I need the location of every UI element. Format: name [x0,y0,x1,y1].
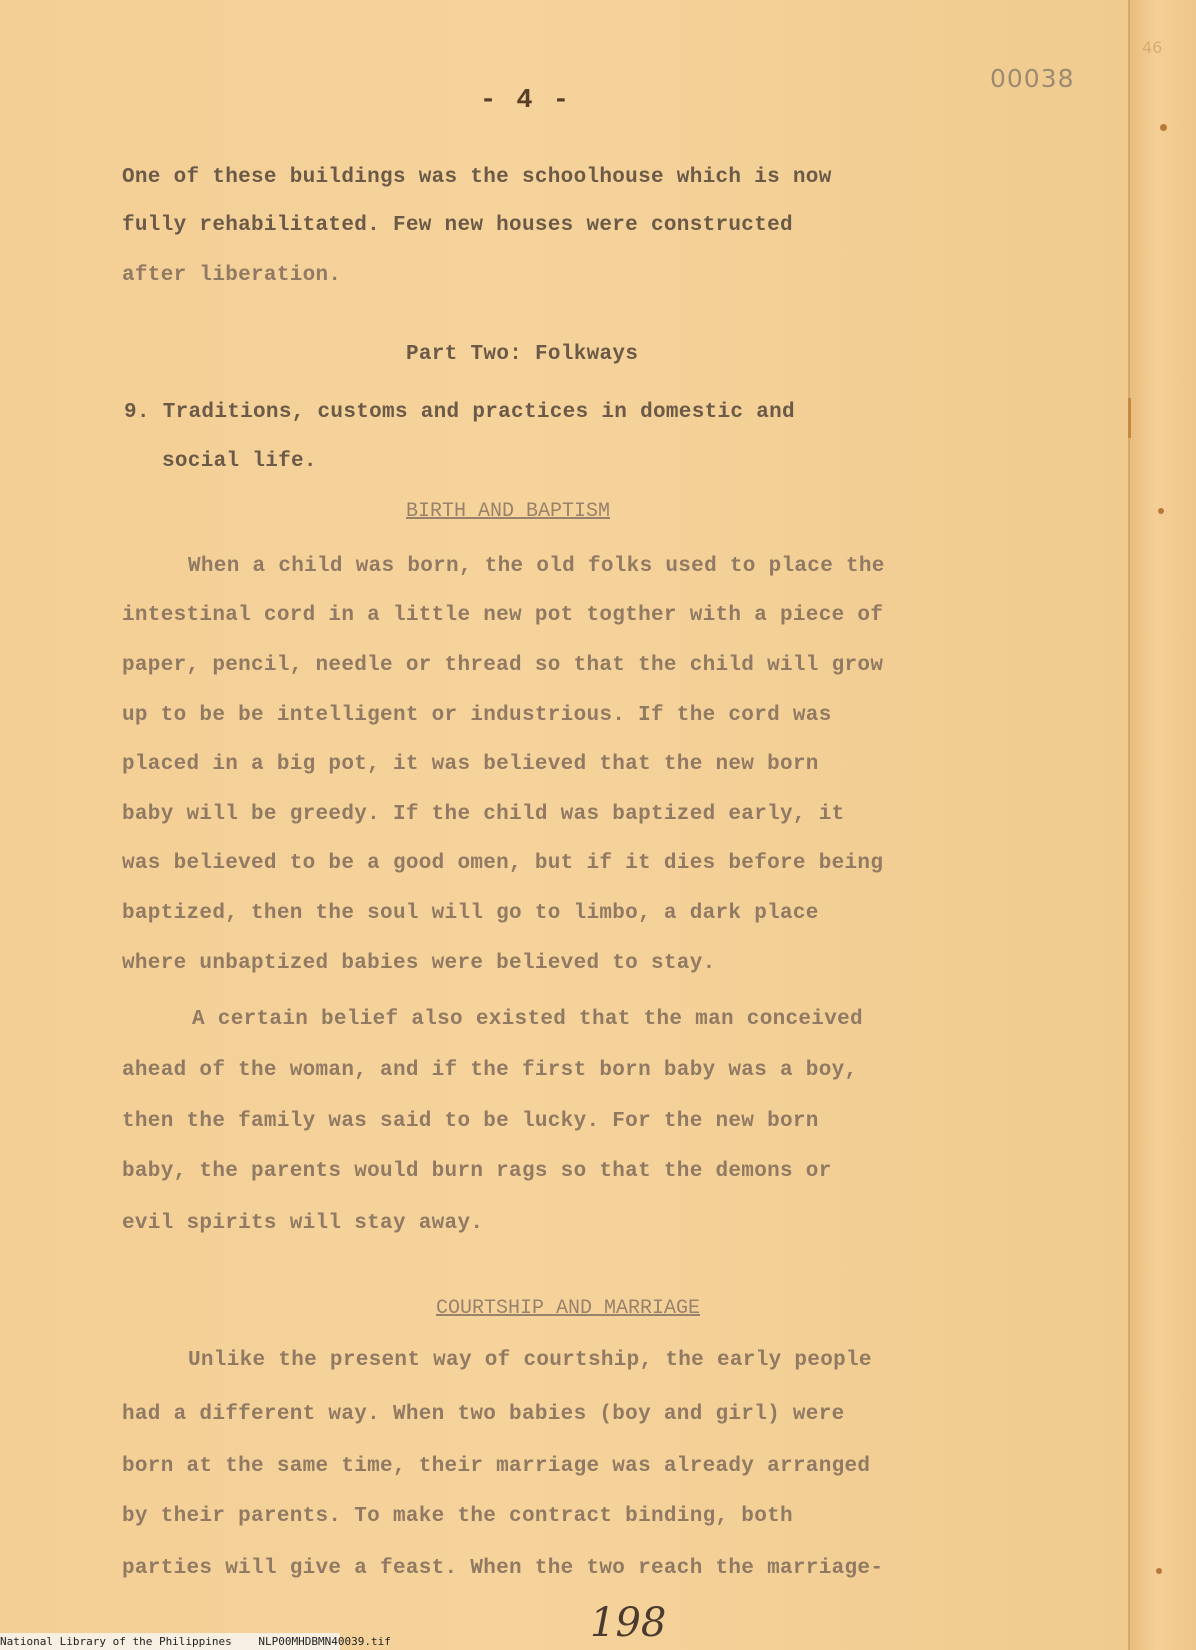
courtship-para1-line: had a different way. When two babies (boy and girl) were [122,1403,845,1426]
courtship-para1-line: parties will give a feast. When the two reach the marriage- [122,1557,884,1580]
courtship-heading: COURTSHIP AND MARRIAGE [436,1297,701,1320]
birth-para1-line: placed in a big pot, it was believed that the new born [122,753,819,776]
intro-line: fully rehabilitated. Few new houses were constructed [122,214,793,237]
scan-footer [0,1633,391,1650]
birth-para2-line: evil spirits will stay away. [122,1212,484,1235]
handwritten-page-number: 198 [590,1600,667,1646]
paper-speck [1158,508,1164,514]
birth-para2-line: ahead of the woman, and if the first born baby was a boy, [122,1059,858,1082]
archive-number: 00038 [990,64,1075,93]
birth-para2-line: A certain belief also existed that the man conceived [192,1008,863,1031]
birth-para1-line: was believed to be a good omen, but if it dies before being [122,852,884,875]
footer-library: National Library of the Philippines [0,1635,232,1648]
edge-tick [1128,398,1131,438]
intro-line: after liberation. [122,264,342,287]
paper-speck [1156,1568,1162,1574]
birth-para1-line: up to be be intelligent or industrious. If the cord was [122,704,832,727]
footer-file: NLP00MHDBMN40039.tif [258,1635,391,1648]
birth-para2-line: then the family was said to be lucky. For the new born [122,1110,819,1133]
birth-para1-line: baby will be greedy. If the child was baptized early, it [122,803,845,826]
courtship-para1-line: born at the same time, their marriage was already arranged [122,1455,871,1478]
courtship-para1-line: Unlike the present way of courtship, the early people [188,1349,872,1372]
birth-para1-line: intestinal cord in a little new pot togther with a piece of [122,604,884,627]
edge-mark: 46 [1142,38,1163,57]
birth-para1-line: When a child was born, the old folks used to place the [188,555,885,578]
birth-heading: BIRTH AND BAPTISM [406,500,611,523]
section-line: social life. [162,450,317,473]
birth-para1-line: where unbaptized babies were believed to stay. [122,952,716,975]
section-line: 9. Traditions, customs and practices in domestic and [124,401,795,424]
intro-line: One of these buildings was the schoolhouse which is now [122,166,832,189]
birth-para2-line: baby, the parents would burn rags so that the demons or [122,1160,832,1183]
birth-para1-line: baptized, then the soul will go to limbo, a dark place [122,902,819,925]
courtship-para1-line: by their parents. To make the contract binding, both [122,1505,793,1528]
birth-para1-line: paper, pencil, needle or thread so that the child will grow [122,654,884,677]
part-title: Part Two: Folkways [406,343,639,366]
page-edge [1130,0,1196,1650]
paper-speck [1160,124,1167,131]
page-number: - 4 - [480,86,572,116]
